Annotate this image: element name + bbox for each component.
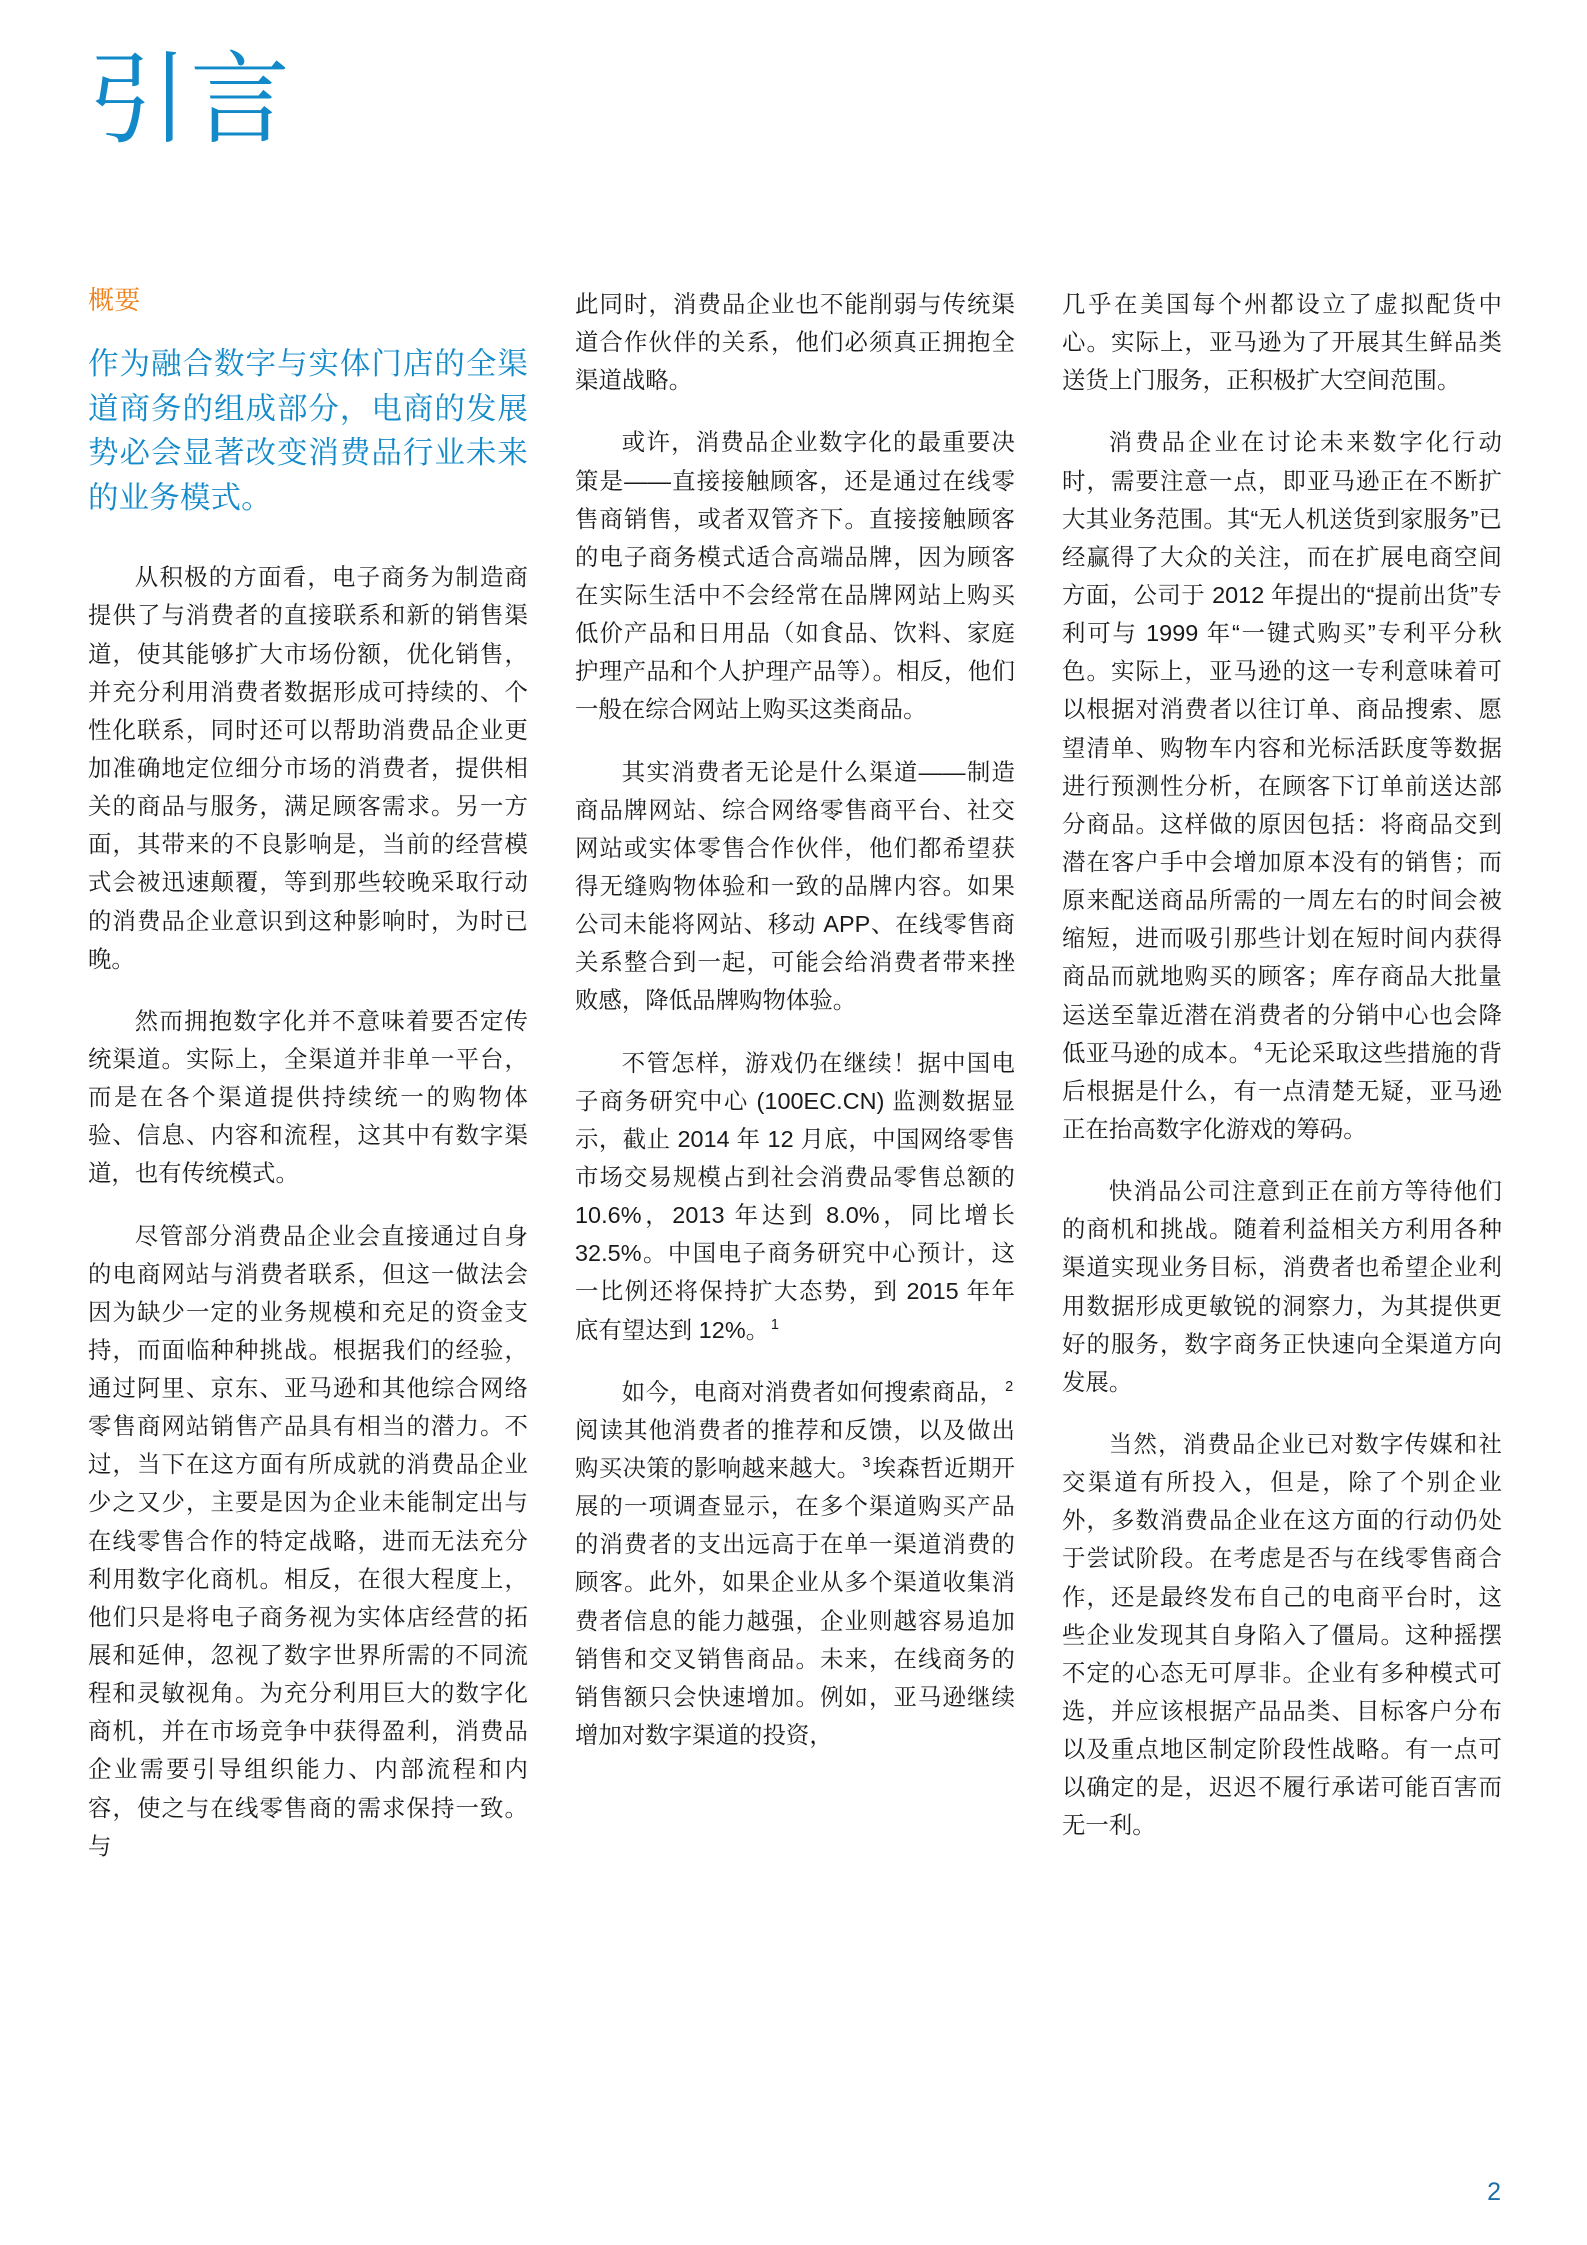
paragraph-text: 消费品企业在讨论未来数字化行动时，需要注意一点，即亚马逊正在不断扩大其业务范围。其“无人机送货到家服务”已经赢得了大众的关注，而在扩展电商空间方面，公司于 2012 年提出的“提前出货”专利可与 1999 年“一键式购买”专利平分秋色。实际上，亚马逊的这一专利意味着可以根据对消费者以往订单、商品搜索、愿望清单、购物车内容和光标活跃度等数据进行预测性分析，在顾客下订单前送达部分商品。这样做的原因包括：将商品交到潜在客户手中会增加原本没有的销售；而原来配送商品所需的一周左右的时间会被缩短，进而吸引那些计划在短时间内获得商品而就地购买的顾客；库存商品大批量运送至靠近潜在消费者的分销中心也会降低亚马逊的成本。	[1062, 429, 1502, 1066]
column-2	[575, 285, 1015, 1754]
page-number: 2	[1487, 2178, 1501, 2206]
body-paragraph: 其实消费者无论是什么渠道——制造商品牌网站、综合网络零售商平台、社交网站或实体零售合作伙伴，他们都希望获得无缝购物体验和一致的品牌内容。如果公司未能将网站、移动 APP、在线零售商关系整合到一起，可能会给消费者带来挫败感，降低品牌购物体验。	[575, 758, 1015, 1014]
footnote-marker[interactable]: 3	[862, 1455, 871, 1472]
paragraph-text: 如今，电商对消费者如何搜索商品，	[621, 1378, 1004, 1405]
body-paragraph: 几乎在美国每个州都设立了虚拟配货中心。实际上，亚马逊为了开展其生鲜品类送货上门服务，正积极扩大空间范围。	[1062, 291, 1502, 394]
column-1	[88, 285, 528, 1865]
page-title: 引言	[88, 44, 292, 156]
body-paragraph: 当然，消费品企业已对数字传媒和社交渠道有所投入，但是，除了个别企业外，多数消费品企业在这方面的行动仍处于尝试阶段。在考虑是否与在线零售商合作，还是最终发布自己的电商平台时，这些企业发现其自身陷入了僵局。这种摇摆不定的心态无可厚非。企业有多种模式可选，并应该根据产品品类、目标客户分布以及重点地区制定阶段性战略。有一点可以确定的是，迟迟不履行承诺可能百害而无一利。	[1062, 1430, 1502, 1839]
footnote-marker[interactable]: 4	[1254, 1039, 1263, 1056]
lead-paragraph: 作为融合数字与实体门店的全渠道商务的组成部分，电商的发展势必会显著改变消费品行业未来的业务模式。	[88, 347, 528, 515]
footnote-marker[interactable]: 1	[770, 1316, 779, 1333]
body-paragraph	[575, 1044, 1015, 1349]
body-paragraph: 尽管部分消费品企业会直接通过自身的电商网站与消费者联系，但这一做法会因为缺少一定的业务规模和充足的资金支持，而面临种种挑战。根据我们的经验，通过阿里、京东、亚马逊和其他综合网络零售商网站销售产品具有相当的潜力。不过，当下在这方面有所成就的消费品企业少之又少，主要是因为企业未能制定出与在线零售合作的特定战略，进而无法充分利用数字化商机。相反，在很大程度上，他们只是将电子商务视为实体店经营的拓展和延伸，忽视了数字世界所需的不同流程和灵敏视角。为充分利用巨大的数字化商机，并在市场竞争中获得盈利，消费品企业需要引导组织能力、内部流程和内容，使之与在线零售商的需求保持一致。与	[88, 1222, 528, 1859]
paragraph-text: 无论采取这些措施的背后根据是什么，有一点清楚无疑，亚马逊正在抬高数字化游戏的筹码。	[1062, 1039, 1503, 1142]
body-paragraph: 或许，消费品企业数字化的最重要决策是——直接接触顾客，还是通过在线零售商销售，或者双管齐下。直接接触顾客的电子商务模式适合高端品牌，因为顾客在实际生活中不会经常在品牌网站上购买低价产品和日用品（如食品、饮料、家庭护理产品和个人护理产品等）。相反，他们一般在综合网站上购买这类商品。	[575, 429, 1015, 723]
footnote-marker[interactable]: 2	[1005, 1378, 1014, 1395]
column-3	[1062, 285, 1502, 1844]
paragraph-text: 埃森哲近期开展的一项调查显示，在多个渠道购买产品的消费者的支出远高于在单一渠道消费的顾客。此外，如果企业从多个渠道收集消费者信息的能力越强，企业则越容易追加销售和交叉销售商品。未来，在线商务的销售额只会快速增加。例如，亚马逊继续增加对数字渠道的投资，	[575, 1454, 1016, 1748]
body-paragraph	[1062, 423, 1502, 1148]
body-paragraph: 此同时，消费品企业也不能削弱与传统渠道合作伙伴的关系，他们必须真正拥抱全渠道战略。	[575, 291, 1015, 394]
paragraph-text: 不管怎样，游戏仍在继续！据中国电子商务研究中心 (100EC.CN) 监测数据显示，截止 2014 年 12 月底，中国网络零售市场交易规模占到社会消费品零售总额的 10.6%，2013 年达到 8.0%，同比增长 32.5%。中国电子商务研究中心预计，这一比例还将保持扩大态势，到 2015 年年底有望达到 12%。	[575, 1049, 1015, 1343]
paragraph-text: 阅读其他消费者的推荐和反馈，以及做出购买决策的影响越来越大。	[575, 1416, 1015, 1481]
body-paragraph: 然而拥抱数字化并不意味着要否定传统渠道。实际上，全渠道并非单一平台，而是在各个渠道提供持续统一的购物体验、信息、内容和流程，这其中有数字渠道，也有传统模式。	[88, 1007, 528, 1187]
three-column-body	[88, 285, 1503, 1865]
body-paragraph	[575, 1373, 1015, 1754]
section-heading-summary: 概要	[88, 285, 141, 315]
body-paragraph: 从积极的方面看，电子商务为制造商提供了与消费者的直接联系和新的销售渠道，使其能够扩大市场份额，优化销售，并充分利用消费者数据形成可持续的、个性化联系，同时还可以帮助消费品企业更加准确地定位细分市场的消费者，提供相关的商品与服务，满足顾客需求。另一方面，其带来的不良影响是，当前的经营模式会被迅速颠覆，等到那些较晚采取行动的消费品企业意识到这种影响时，为时已晚。	[88, 564, 528, 972]
body-paragraph: 快消品公司注意到正在前方等待他们的商机和挑战。随着利益相关方利用各种渠道实现业务目标，消费者也希望企业利用数据形成更敏锐的洞察力，为其提供更好的服务，数字商务正快速向全渠道方向发展。	[1062, 1178, 1502, 1395]
